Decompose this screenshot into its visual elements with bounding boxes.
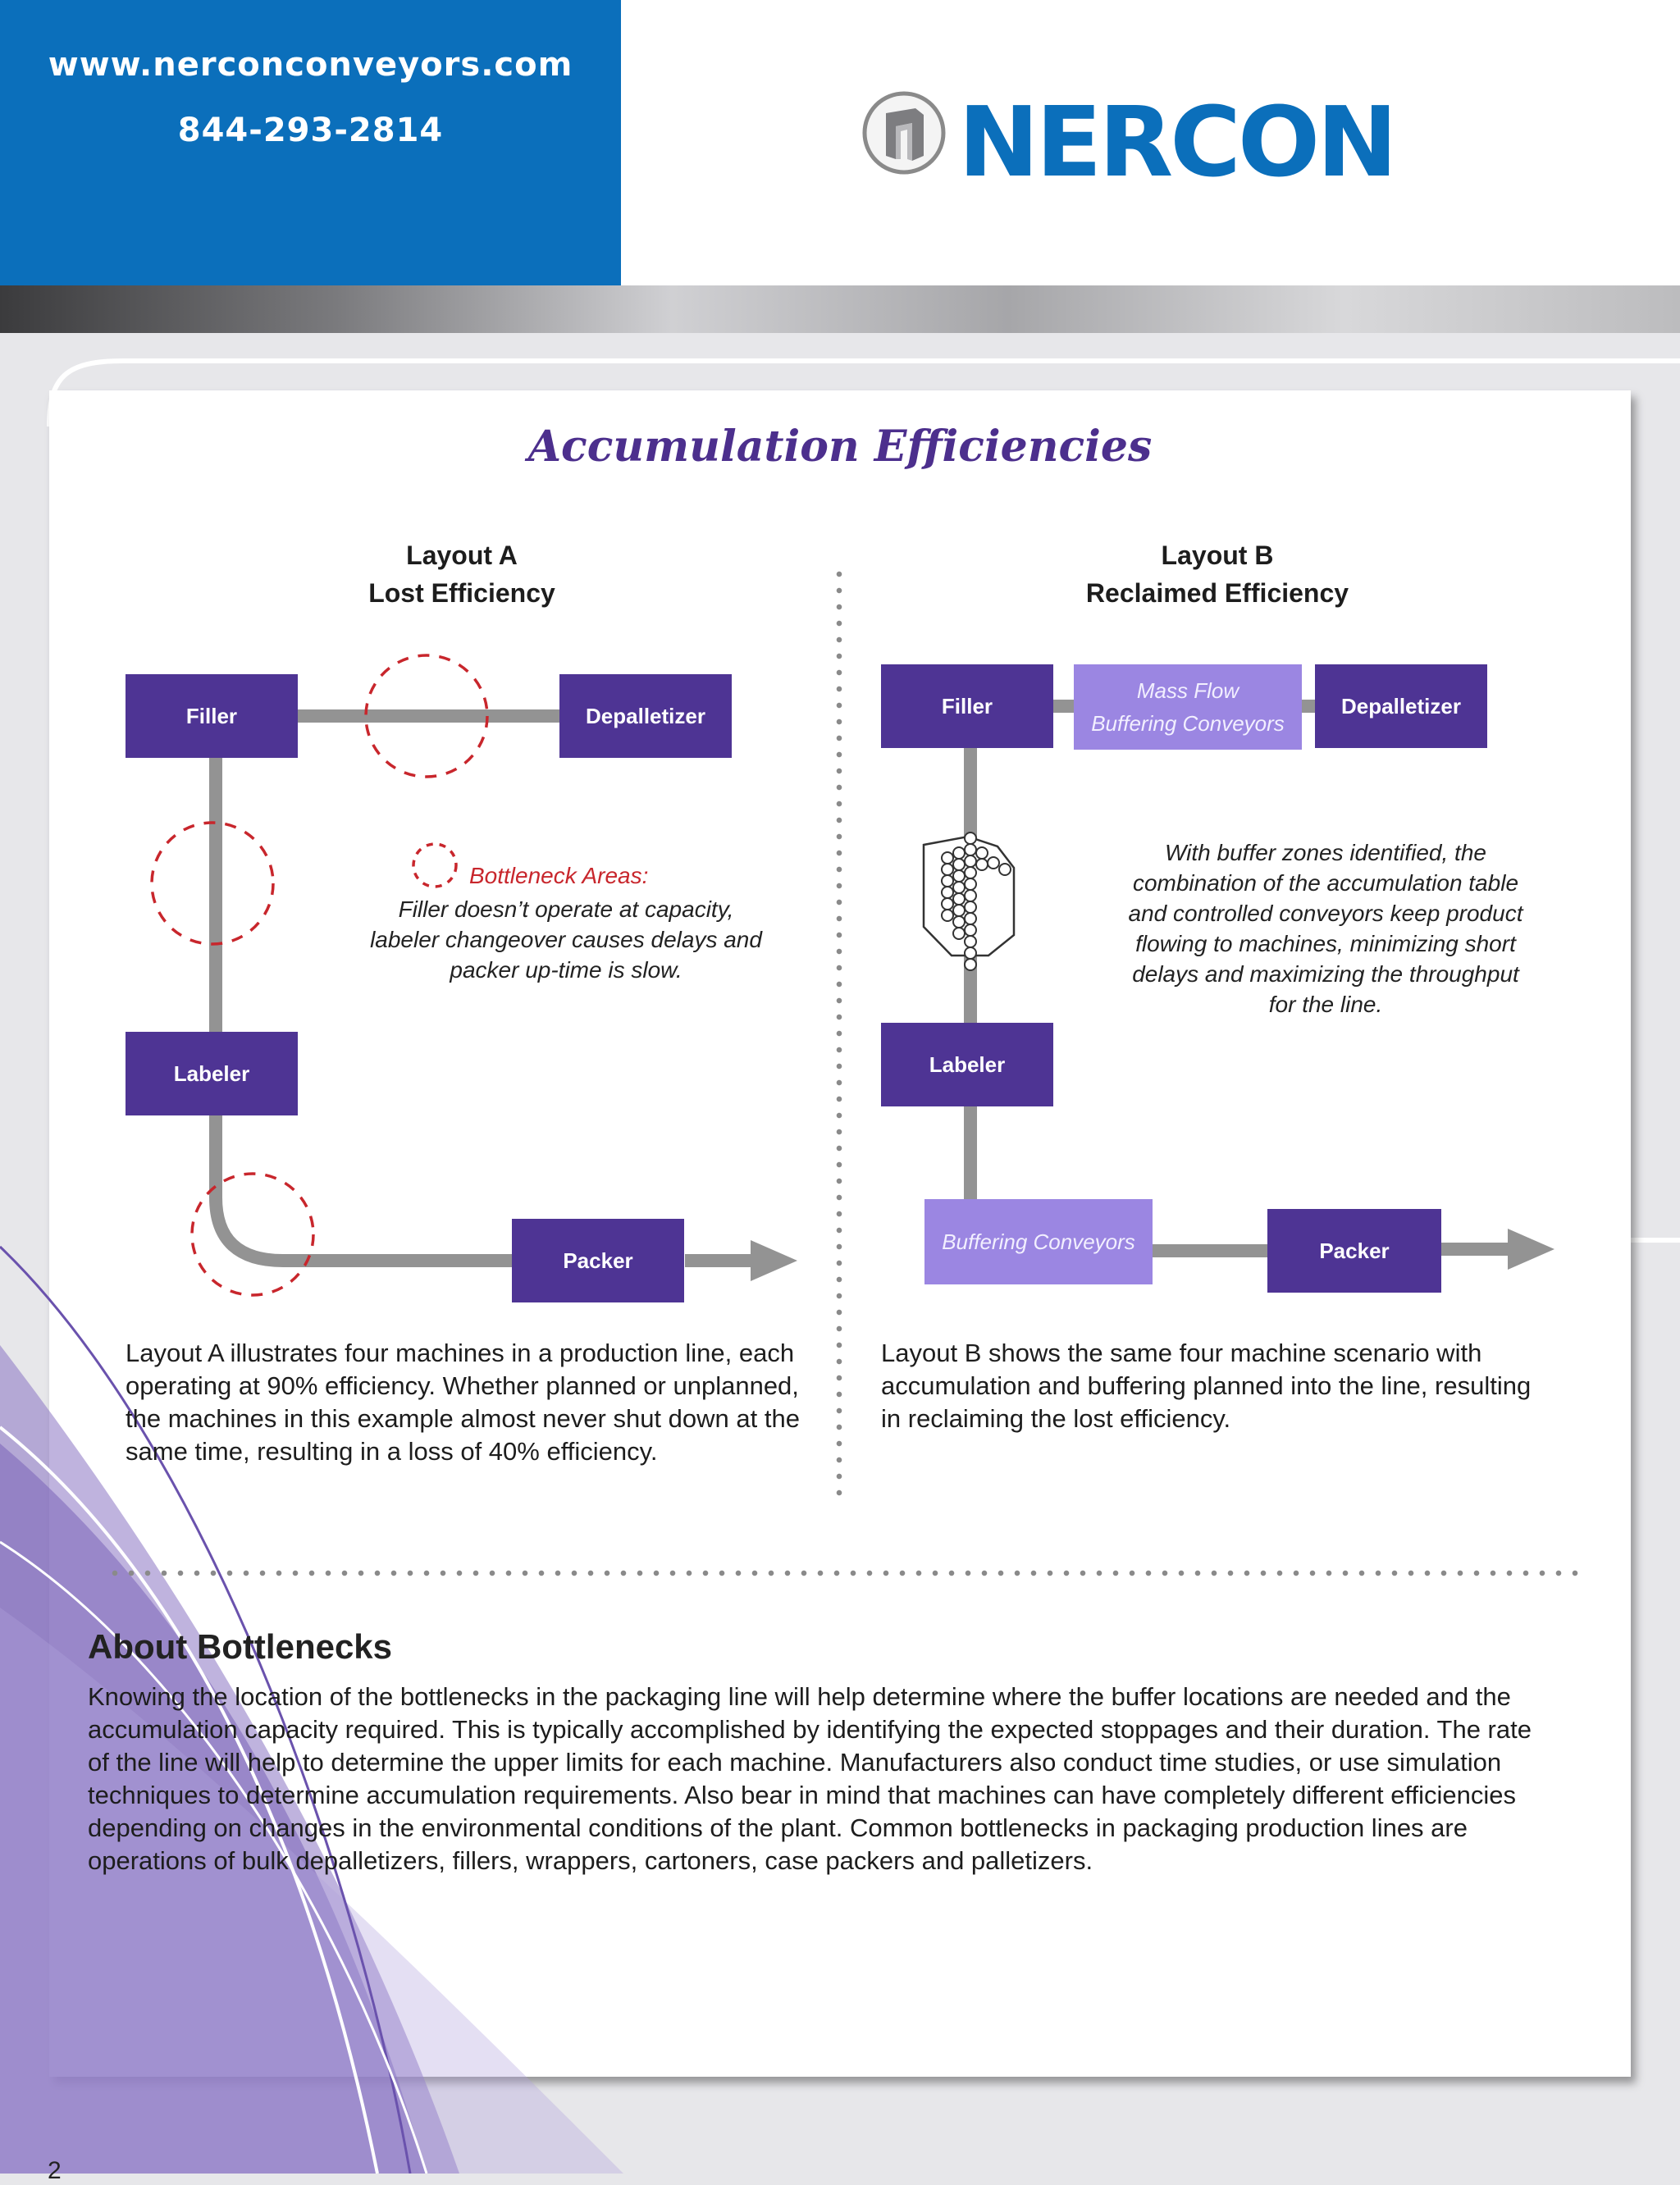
about-body: Knowing the location of the bottlenecks in the packaging line will help determine where the buffer locations are needed and the accumulation capacity required. This is typically accomplished by identifying the expected stoppages and their duration. The rate of the line will help to determine the upper limits for each machine. Manufacturers also conduct time studies, or use simulation techniques to determine accumulation requirements. Also bear in mind that machines can have completely different efficiencies depending on changes in the environmental conditions of the plant. Common bottlenecks in packaging production lines are operations of bulk depalletizers, fillers, wrappers, cartoners, case packers and palletizers. xyxy=(88,1682,1532,1875)
buffer-zone-note-line: With buffer zones identified, the xyxy=(1165,840,1486,865)
layout-a-description: Layout A illustrates four machines in a production line, each operating at 90% efficiency. Whether planned or unplanned, the machines in this example almost never shut down at the same time, resulting in a loss of 40% efficiency. xyxy=(126,1339,800,1466)
buffer-zone-note-line: delays and maximizing the throughput xyxy=(1132,961,1519,987)
layout-a-labeler: Labeler xyxy=(126,1032,298,1115)
mass-flow-buffering-conveyors xyxy=(1074,664,1302,750)
bottleneck-note-line: Filler doesn’t operate at capacity, xyxy=(398,896,734,922)
layout-b-labeler: Labeler xyxy=(881,1023,1053,1106)
layout-a-subtitle: Lost Efficiency xyxy=(368,578,555,608)
phone-number[interactable]: 844-293-2814 xyxy=(177,112,444,149)
layout-b-description: Layout B shows the same four machine scenario with accumulation and buffering planned into the line, resulting in reclaiming the lost efficiency. xyxy=(881,1339,1532,1433)
buffer-zone-note-line: for the line. xyxy=(1268,992,1383,1017)
buffer-zone-note-line: combination of the accumulation table xyxy=(1132,870,1519,896)
about-heading: About Bottlenecks xyxy=(88,1627,393,1666)
layout-b-title: Layout B xyxy=(1161,541,1274,570)
mass-flow-label: Buffering Conveyors xyxy=(1091,711,1285,736)
brand-wordmark: NERCON xyxy=(958,85,1395,198)
page-number: 2 xyxy=(48,2157,62,2184)
buffer-zone-note-line: and controlled conveyors keep product xyxy=(1128,901,1523,926)
buffer-zone-note-line: flowing to machines, minimizing short xyxy=(1135,931,1516,956)
website-link[interactable]: www.nerconconveyors.com xyxy=(48,46,573,84)
section-divider xyxy=(107,1569,1583,1577)
layout-a-packer: Packer xyxy=(512,1219,684,1302)
layout-b-depalletizer: Depalletizer xyxy=(1315,664,1487,748)
buffer-zone-note xyxy=(1080,837,1572,1020)
buffering-conveyors: Buffering Conveyors xyxy=(924,1199,1153,1284)
layout-a-depalletizer: Depalletizer xyxy=(559,674,732,758)
accumulation-table xyxy=(924,832,1014,970)
bottleneck-title: Bottleneck Areas: xyxy=(469,863,649,888)
layout-a-filler: Filler xyxy=(126,674,298,758)
layout-b-filler: Filler xyxy=(881,664,1053,748)
mass-flow-label: Mass Flow xyxy=(1136,678,1239,703)
layout-a-title: Layout A xyxy=(406,541,518,570)
layout-b-subtitle: Reclaimed Efficiency xyxy=(1085,578,1349,608)
layout-b-packer: Packer xyxy=(1267,1209,1441,1293)
bottleneck-note-line: packer up-time is slow. xyxy=(450,957,682,983)
bottleneck-note-line: labeler changeover causes delays and xyxy=(370,927,762,952)
page-title: Accumulation Efficiencies xyxy=(527,422,1153,472)
